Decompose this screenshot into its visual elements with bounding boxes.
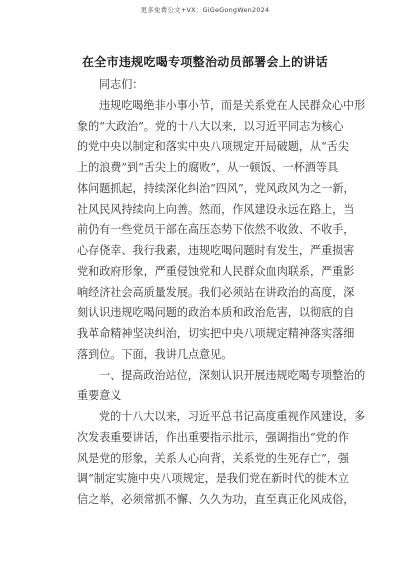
text-line: 党的十八大以来，习近平总书记高度重视作风建设，多 bbox=[99, 410, 366, 423]
text-line: 的党中央以制定和落实中央八项规定开局破题，从“舌尖 bbox=[77, 140, 349, 154]
text-line: 同志们： bbox=[99, 78, 144, 91]
text-line: 社风民风持续向上向善。然而，作风建设永远在路上，当 bbox=[77, 202, 355, 216]
text-line: 信之举，必须常抓不懈、久久为功，直至真正化风成俗， bbox=[77, 493, 355, 506]
text-line: 次发表重要讲话，作出重要指示批示，强调指出“党的作 bbox=[77, 430, 349, 444]
text-line: 心存侥幸、我行我素，违规吃喝问题时有发生，严重损害 bbox=[77, 244, 355, 257]
text-line: 刻认识违规吃喝问题的政治本质和政治危害，以彻底的自 bbox=[77, 306, 355, 320]
text-line: 一、提高政治站位，深刻认识开展违规吃喝专项整治的 bbox=[99, 368, 366, 382]
text-line: 风是党的形象，关系人心向背，关系党的生死存亡”，强 bbox=[77, 451, 349, 465]
text-line: 响经济社会高质量发展。我们必须站在讲政治的高度，深 bbox=[77, 285, 355, 299]
text-line: 落到位。下面，我讲几点意见。 bbox=[77, 347, 233, 361]
text-line: 调“制定实施中央八项规定，是我们党在新时代的徙木立 bbox=[77, 472, 349, 486]
text-line: 违规吃喝绝非小事小节，而是关系党在人民群众心中形 bbox=[99, 98, 366, 112]
text-line: 重要意义 bbox=[77, 389, 122, 403]
speech-body bbox=[77, 75, 366, 511]
text-line: 前仍有一些党员干部在高压态势下依然不收敛、不收手， bbox=[77, 223, 355, 237]
text-line: 党和政府形象，严重侵蚀党和人民群众血肉联系，严重影 bbox=[77, 264, 355, 278]
text-line: 上的浪费”到“舌尖上的腐败”，从一顿饭、一杯酒等具 bbox=[77, 161, 339, 174]
text-line: 体问题抓起，持续深化纠治“四风”，党风政风为之一新， bbox=[77, 181, 355, 195]
text-line: 象的“大政治”。党的十八大以来，以习近平同志为核心 bbox=[77, 119, 344, 133]
text-line: 我革命精神坚决纠治，切实把中央八项规定精神落实落细 bbox=[77, 327, 355, 340]
document-title: 在全市违规吃喝专项整治动员部署会上的讲话 bbox=[81, 55, 328, 69]
header-note: 更多免费公文+VX：GiGeGongWen2024 bbox=[140, 6, 270, 14]
